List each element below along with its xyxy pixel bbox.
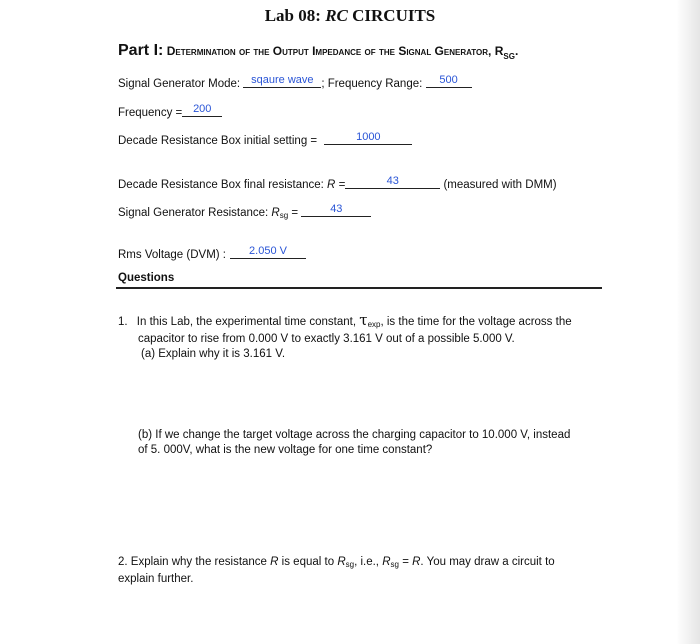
q1-line2: capacitor to rise from 0.000 V to exactly 3.161 V out of a possible 5.000 V. bbox=[138, 333, 515, 345]
rms-label: Rms Voltage (DVM) : bbox=[118, 249, 226, 261]
rsg-sub: sg bbox=[279, 211, 289, 220]
freq-range-field[interactable]: 500 bbox=[426, 74, 472, 88]
frequency-field[interactable]: 200 bbox=[182, 103, 222, 117]
q2-r2: R bbox=[412, 556, 421, 568]
q2-rsg-sub: sg bbox=[345, 560, 355, 569]
q2-rsg2-sub: sg bbox=[390, 560, 399, 569]
rms-field[interactable]: 2.050 V bbox=[230, 245, 306, 259]
question-1 bbox=[118, 313, 618, 362]
part-heading-text: Determination of the Output Impedance of the Signal Generator, R bbox=[166, 44, 504, 58]
question-2 bbox=[118, 555, 618, 587]
q2-rsg: R bbox=[337, 556, 346, 568]
part-heading-sub: SG bbox=[503, 52, 515, 61]
q2-number: 2. bbox=[118, 556, 128, 568]
title-circuits: CIRCUITS bbox=[352, 6, 436, 25]
rsg-equals: = bbox=[291, 207, 299, 219]
q2-rsg2: R bbox=[382, 556, 391, 568]
questions-title: Questions bbox=[118, 272, 175, 284]
page-edge-shadow bbox=[676, 0, 700, 644]
q2-line1 bbox=[118, 555, 618, 572]
q2-e: . You may draw a circuit to bbox=[420, 556, 555, 568]
q1-line1-b: , is the time for the voltage across the bbox=[380, 316, 572, 328]
q2-d: = bbox=[402, 556, 409, 568]
mode-field[interactable]: sqaure wave bbox=[243, 74, 321, 88]
page-title bbox=[0, 6, 700, 26]
question-1b bbox=[138, 428, 608, 458]
frequency-row bbox=[118, 103, 222, 119]
q2-r: R bbox=[270, 556, 279, 568]
r-symbol: R = bbox=[327, 179, 346, 191]
q1-line1 bbox=[118, 313, 618, 332]
rms-row bbox=[118, 245, 306, 261]
q1-part-b-line1: (b) If we change the target voltage across the charging capacitor to 10.000 V, instead bbox=[138, 429, 571, 441]
q2-a: Explain why the resistance bbox=[130, 556, 267, 568]
decade-final-label: Decade Resistance Box final resistance: bbox=[118, 179, 324, 191]
q1-line1-a: In this Lab, the experimental time constant, bbox=[136, 316, 357, 328]
tau-symbol: τ bbox=[359, 311, 368, 329]
decade-final-row bbox=[118, 175, 557, 191]
part-heading-end: . bbox=[514, 44, 519, 58]
tau-sub: exp bbox=[367, 320, 381, 329]
title-rc: RC bbox=[325, 6, 348, 25]
decade-final-field[interactable]: 43 bbox=[345, 175, 440, 189]
title-lab: Lab 08: bbox=[264, 6, 321, 25]
q2-c: , i.e., bbox=[354, 556, 380, 568]
questions-divider bbox=[116, 287, 602, 289]
decade-final-note: (measured with DMM) bbox=[443, 179, 557, 191]
freq-range-label: ; Frequency Range: bbox=[321, 78, 423, 90]
decade-initial-field[interactable]: 1000 bbox=[324, 131, 412, 145]
q1-number: 1. bbox=[118, 316, 128, 328]
mode-label: Signal Generator Mode: bbox=[118, 78, 241, 90]
q1-part-a: (a) Explain why it is 3.161 V. bbox=[141, 348, 286, 360]
sg-resistance-label: Signal Generator Resistance: bbox=[118, 207, 269, 219]
q2-line2: explain further. bbox=[118, 573, 194, 585]
rsg-symbol: R bbox=[271, 207, 280, 219]
frequency-label: Frequency = bbox=[118, 107, 183, 119]
decade-initial-label: Decade Resistance Box initial setting = bbox=[118, 135, 318, 147]
decade-initial-row bbox=[118, 131, 412, 147]
mode-row bbox=[118, 74, 472, 90]
q1-part-b-line2: of 5. 000V, what is the new voltage for one time constant? bbox=[138, 444, 433, 456]
q2-b: is equal to bbox=[281, 556, 335, 568]
part-label: Part I: bbox=[118, 42, 164, 59]
part-heading bbox=[118, 42, 518, 61]
sg-resistance-field[interactable]: 43 bbox=[301, 203, 371, 217]
sg-resistance-row bbox=[118, 203, 371, 220]
